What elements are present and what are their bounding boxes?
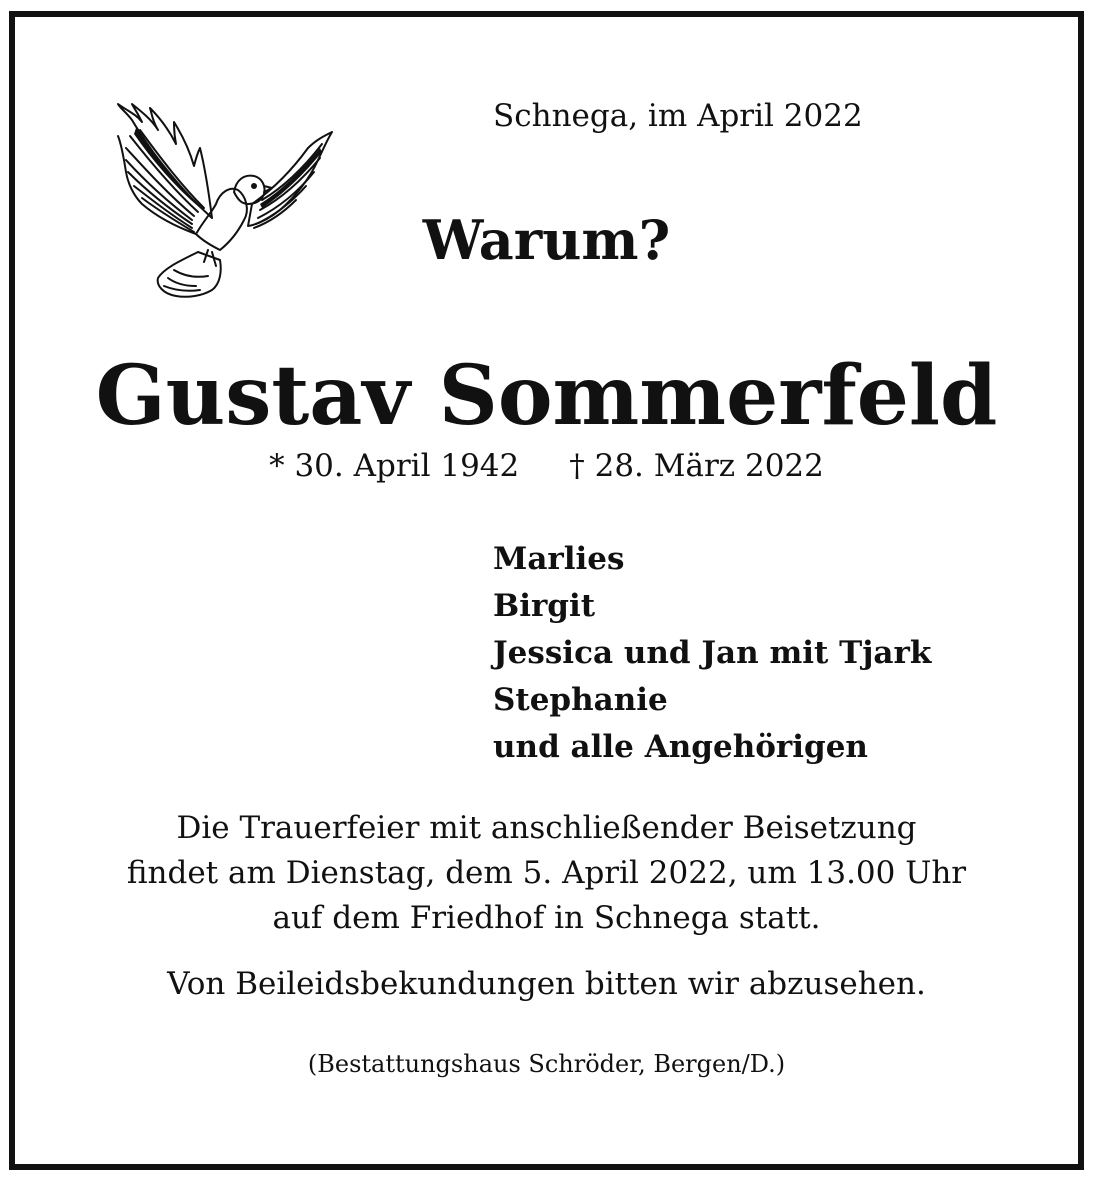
birth-date: * 30. April 1942 — [269, 448, 520, 484]
mourner-item: Birgit — [493, 588, 596, 624]
life-dates — [0, 448, 1093, 484]
mourner-item: und alle Angehörigen — [493, 729, 868, 765]
ceremony-line: Die Trauerfeier mit anschließender Beisetzung — [176, 810, 917, 846]
mourners-list — [493, 536, 931, 771]
mourner-item: Marlies — [493, 541, 625, 577]
death-date: † 28. März 2022 — [569, 448, 824, 484]
condolence-request: Von Beileidsbekundungen bitten wir abzusehen. — [167, 966, 926, 1002]
ceremony-line: auf dem Friedhof in Schnega statt. — [272, 900, 821, 936]
mourner-item: Stephanie — [493, 682, 668, 718]
ceremony-info — [0, 806, 1093, 941]
undertaker-credit: (Bestattungshaus Schröder, Bergen/D.) — [307, 1050, 786, 1078]
deceased-name: Gustav Sommerfeld — [95, 348, 998, 444]
mourner-item: Jessica und Jan mit Tjark — [493, 635, 932, 671]
ceremony-line: findet am Dienstag, dem 5. April 2022, um 13.00 Uhr — [126, 855, 967, 891]
headline-text: Warum? — [422, 208, 671, 272]
place-date-line: Schnega, im April 2022 — [493, 98, 863, 134]
headline — [0, 208, 1093, 272]
